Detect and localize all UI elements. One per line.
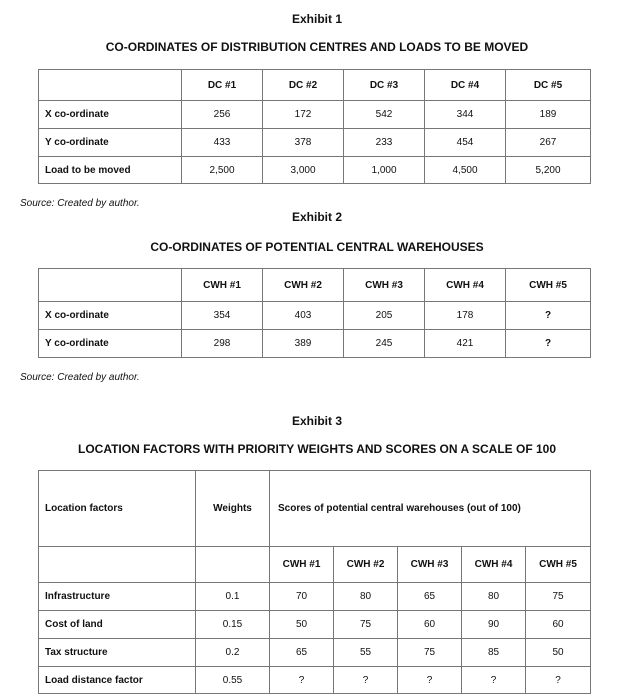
row-label: Y co-ordinate bbox=[39, 330, 182, 358]
row-label: Infrastructure bbox=[39, 583, 196, 611]
cell-value: 75 bbox=[526, 583, 591, 611]
cell-value: 70 bbox=[270, 583, 334, 611]
row-label: X co-ordinate bbox=[39, 302, 182, 330]
header-cwh-4: CWH #4 bbox=[462, 547, 526, 583]
exhibit3-caption: LOCATION FACTORS WITH PRIORITY WEIGHTS AND SCORES ON A SCALE OF 100 bbox=[77, 442, 557, 456]
table-row bbox=[39, 667, 591, 694]
header-cwh-2: CWH #2 bbox=[263, 269, 344, 302]
header-weights: Weights bbox=[196, 471, 270, 547]
exhibit3-table bbox=[38, 470, 591, 694]
exhibit1-table bbox=[38, 69, 591, 184]
table-header-row bbox=[39, 269, 591, 302]
row-label: Y co-ordinate bbox=[39, 129, 182, 157]
header-dc-1: DC #1 bbox=[182, 70, 263, 101]
header-cwh-5: CWH #5 bbox=[506, 269, 591, 302]
cell-value: 60 bbox=[526, 611, 591, 639]
weight-value: 0.2 bbox=[196, 639, 270, 667]
cell-value: 421 bbox=[425, 330, 506, 358]
table-row bbox=[39, 101, 591, 129]
cell-value: 80 bbox=[334, 583, 398, 611]
table-header-row bbox=[39, 70, 591, 101]
cell-value: 60 bbox=[398, 611, 462, 639]
cell-value: 85 bbox=[462, 639, 526, 667]
header-cwh-2: CWH #2 bbox=[334, 547, 398, 583]
table-corner-cell bbox=[39, 70, 182, 101]
exhibit2-caption: CO-ORDINATES OF POTENTIAL CENTRAL WAREHOUSES bbox=[150, 240, 484, 254]
cell-value: 1,000 bbox=[344, 157, 425, 184]
cell-value: 256 bbox=[182, 101, 263, 129]
table-row bbox=[39, 611, 591, 639]
cell-value: 378 bbox=[263, 129, 344, 157]
cell-value: ? bbox=[506, 302, 591, 330]
table-row bbox=[39, 129, 591, 157]
cell-value: ? bbox=[526, 667, 591, 694]
header-cwh-1: CWH #1 bbox=[182, 269, 263, 302]
cell-value: 80 bbox=[462, 583, 526, 611]
table-row bbox=[39, 639, 591, 667]
cell-value: 389 bbox=[263, 330, 344, 358]
exhibit2-table bbox=[38, 268, 591, 358]
header-cwh-3: CWH #3 bbox=[344, 269, 425, 302]
table-corner-cell bbox=[39, 269, 182, 302]
cell-value: 50 bbox=[270, 611, 334, 639]
exhibit1-label: Exhibit 1 bbox=[291, 12, 342, 26]
header-cwh-5: CWH #5 bbox=[526, 547, 591, 583]
table-header-row bbox=[39, 471, 591, 547]
header-cwh-3: CWH #3 bbox=[398, 547, 462, 583]
table-row bbox=[39, 302, 591, 330]
cell-value: 172 bbox=[263, 101, 344, 129]
cell-value: 205 bbox=[344, 302, 425, 330]
row-label: X co-ordinate bbox=[39, 101, 182, 129]
cell-value: 354 bbox=[182, 302, 263, 330]
cell-value: 454 bbox=[425, 129, 506, 157]
empty-cell bbox=[39, 547, 196, 583]
row-label: Tax structure bbox=[39, 639, 196, 667]
weight-value: 0.55 bbox=[196, 667, 270, 694]
header-cwh-1: CWH #1 bbox=[270, 547, 334, 583]
row-label: Load to be moved bbox=[39, 157, 182, 184]
cell-value: 178 bbox=[425, 302, 506, 330]
exhibit1-source: Source: Created by author. bbox=[20, 198, 140, 209]
header-dc-3: DC #3 bbox=[344, 70, 425, 101]
table-subheader-row bbox=[39, 547, 591, 583]
cell-value: 4,500 bbox=[425, 157, 506, 184]
exhibit3-label: Exhibit 3 bbox=[291, 414, 342, 428]
header-dc-4: DC #4 bbox=[425, 70, 506, 101]
cell-value: 433 bbox=[182, 129, 263, 157]
cell-value: 90 bbox=[462, 611, 526, 639]
cell-value: 5,200 bbox=[506, 157, 591, 184]
cell-value: 344 bbox=[425, 101, 506, 129]
table-row bbox=[39, 583, 591, 611]
cell-value: 233 bbox=[344, 129, 425, 157]
cell-value: 403 bbox=[263, 302, 344, 330]
cell-value: 245 bbox=[344, 330, 425, 358]
cell-value: 189 bbox=[506, 101, 591, 129]
cell-value: 2,500 bbox=[182, 157, 263, 184]
row-label: Load distance factor bbox=[39, 667, 196, 694]
header-location-factors: Location factors bbox=[39, 471, 196, 547]
cell-value: ? bbox=[398, 667, 462, 694]
row-label: Cost of land bbox=[39, 611, 196, 639]
cell-value: ? bbox=[462, 667, 526, 694]
header-dc-2: DC #2 bbox=[263, 70, 344, 101]
cell-value: ? bbox=[270, 667, 334, 694]
cell-value: 542 bbox=[344, 101, 425, 129]
table-row bbox=[39, 330, 591, 358]
empty-cell bbox=[196, 547, 270, 583]
cell-value: 267 bbox=[506, 129, 591, 157]
exhibit2-source: Source: Created by author. bbox=[20, 372, 140, 383]
cell-value: 298 bbox=[182, 330, 263, 358]
cell-value: 50 bbox=[526, 639, 591, 667]
exhibit1-caption: CO-ORDINATES OF DISTRIBUTION CENTRES AND LOADS TO BE MOVED bbox=[105, 40, 529, 54]
cell-value: 65 bbox=[270, 639, 334, 667]
cell-value: ? bbox=[506, 330, 591, 358]
weight-value: 0.15 bbox=[196, 611, 270, 639]
cell-value: 75 bbox=[334, 611, 398, 639]
cell-value: 65 bbox=[398, 583, 462, 611]
cell-value: ? bbox=[334, 667, 398, 694]
cell-value: 3,000 bbox=[263, 157, 344, 184]
header-cwh-4: CWH #4 bbox=[425, 269, 506, 302]
weight-value: 0.1 bbox=[196, 583, 270, 611]
cell-value: 55 bbox=[334, 639, 398, 667]
cell-value: 75 bbox=[398, 639, 462, 667]
table-row bbox=[39, 157, 591, 184]
exhibit2-label: Exhibit 2 bbox=[291, 210, 342, 224]
header-scores: Scores of potential central warehouses (out of 100) bbox=[270, 471, 591, 547]
header-dc-5: DC #5 bbox=[506, 70, 591, 101]
